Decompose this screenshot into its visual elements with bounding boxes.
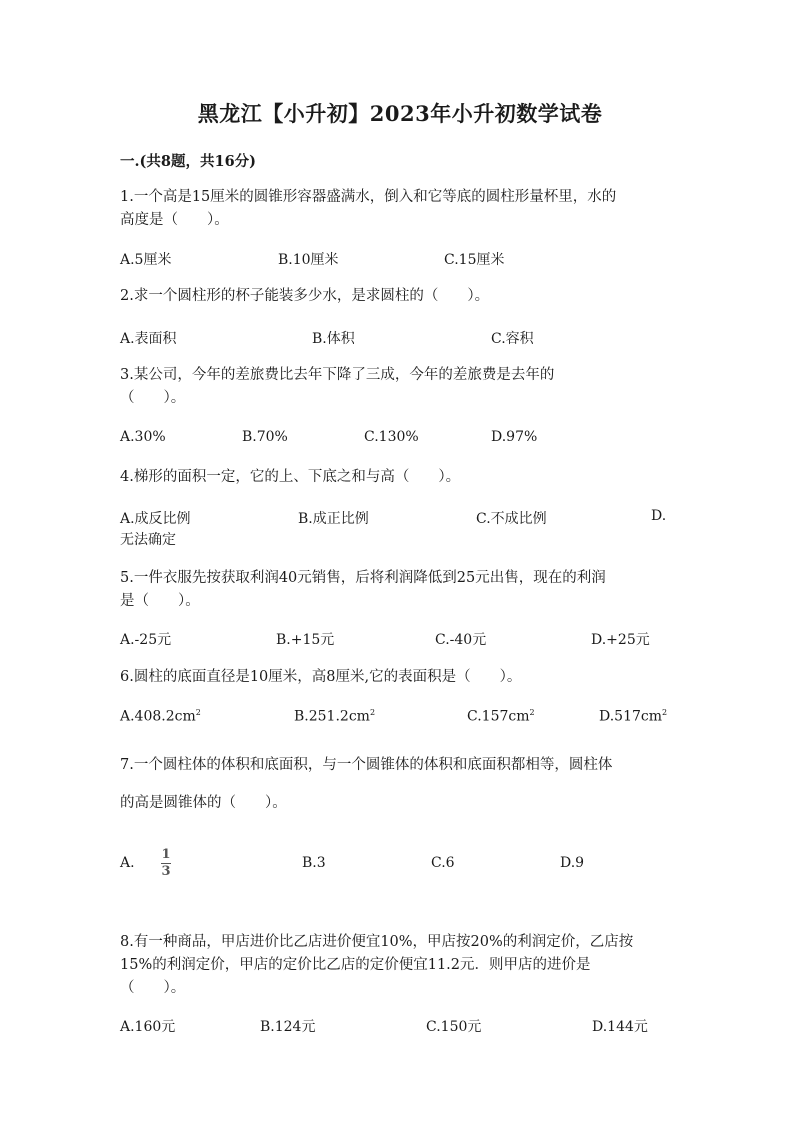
q4-option-c[interactable]: C.不成比例	[476, 511, 547, 527]
q4-option-d-text: 无法确定	[120, 532, 176, 548]
q3-option-d[interactable]: D.97%	[491, 429, 538, 445]
option-text: B.251.2cm	[294, 708, 370, 725]
q4-option-d[interactable]: D.	[651, 508, 667, 524]
q2-option-c[interactable]: C.容积	[491, 331, 534, 347]
q4-option-b[interactable]: B.成正比例	[298, 511, 369, 527]
q5-option-d[interactable]: D.+25元	[591, 632, 650, 648]
option-text: C.157cm	[467, 708, 530, 725]
q8-option-b[interactable]: B.124元	[260, 1019, 316, 1035]
question-line: 2.求一个圆柱形的杯子能装多少水，是求圆柱的（ ）。	[120, 288, 490, 304]
question-7-stem	[120, 746, 690, 822]
question-8-stem	[120, 931, 690, 1000]
question-1-stem	[120, 186, 690, 232]
question-line: 15%的利润定价，甲店的定价比乙店的定价便宜11.2元．则甲店的进价是	[120, 957, 591, 973]
question-line: 7.一个圆柱体的体积和底面积，与一个圆锥体的体积和底面积都相等，圆柱体	[120, 757, 613, 773]
q8-option-a[interactable]: A.160元	[120, 1019, 176, 1035]
q1-option-a[interactable]: A.5厘米	[120, 252, 172, 268]
q7-fraction-one-third	[161, 848, 171, 878]
question-line: 4.梯形的面积一定，它的上、下底之和与高（ ）。	[120, 469, 461, 485]
q8-option-d[interactable]: D.144元	[592, 1019, 648, 1035]
question-line: 的高是圆锥体的（ ）。	[120, 795, 287, 811]
q3-option-a[interactable]: A.30%	[120, 429, 166, 445]
question-line: 1.一个高是15厘米的圆锥形容器盛满水，倒入和它等底的圆柱形量杯里，水的	[120, 189, 617, 205]
q6-option-a[interactable]	[120, 708, 201, 725]
question-6-stem	[120, 666, 690, 689]
fraction-numerator: 1	[161, 847, 171, 862]
q7-option-c[interactable]: C.6	[431, 855, 455, 871]
q3-option-b[interactable]: B.70%	[242, 429, 288, 445]
question-3-stem	[120, 364, 690, 410]
question-2-stem	[120, 285, 690, 308]
q7-option-b[interactable]: B.3	[302, 855, 326, 871]
unit-exponent: 2	[195, 708, 201, 717]
unit-exponent: 2	[369, 708, 376, 717]
q6-option-c[interactable]	[467, 708, 535, 725]
q5-option-c[interactable]: C.-40元	[435, 632, 487, 648]
q4-option-a[interactable]: A.成反比例	[120, 511, 191, 527]
question-line: 6.圆柱的底面直径是10厘米，高8厘米,它的表面积是（ ）。	[120, 669, 522, 685]
q6-option-b[interactable]	[294, 708, 375, 725]
q2-option-a[interactable]: A.表面积	[120, 331, 177, 347]
q1-option-b[interactable]: B.10厘米	[278, 252, 339, 268]
question-line: 是（ ）。	[120, 593, 200, 609]
question-4-stem	[120, 466, 690, 489]
q1-option-c[interactable]: C.15厘米	[444, 252, 505, 268]
q6-option-d[interactable]	[599, 708, 667, 725]
question-line: 高度是（ ）。	[120, 212, 229, 228]
option-text: A.408.2cm	[120, 708, 196, 725]
unit-exponent: 2	[662, 708, 668, 717]
q2-option-b[interactable]: B.体积	[312, 331, 355, 347]
question-line: 8.有一种商品，甲店进价比乙店进价便宜10%，甲店按20%的利润定价，乙店按	[120, 934, 634, 950]
q5-option-b[interactable]: B.+15元	[276, 632, 335, 648]
page-title: 黑龙江【小升初】2023年小升初数学试卷	[197, 101, 603, 126]
q7-option-d[interactable]: D.9	[560, 855, 585, 871]
fraction-denominator: 3	[161, 864, 171, 879]
question-line: 3.某公司，今年的差旅费比去年下降了三成，今年的差旅费是去年的	[120, 367, 555, 383]
question-line: （ ）。	[120, 980, 186, 996]
question-line: 5.一件衣服先按获取利润40元销售，后将利润降低到25元出售，现在的利润	[120, 570, 606, 586]
question-5-stem	[120, 567, 690, 613]
question-line: （ ）。	[120, 390, 186, 406]
q7-option-a[interactable]: A.	[120, 855, 135, 871]
section-heading: 一.(共8题，共16分)	[120, 153, 257, 170]
unit-exponent: 2	[529, 708, 535, 717]
option-text: D.517cm	[599, 708, 663, 725]
q3-option-c[interactable]: C.130%	[364, 429, 419, 445]
q8-option-c[interactable]: C.150元	[426, 1019, 482, 1035]
q5-option-a[interactable]: A.-25元	[120, 632, 172, 648]
